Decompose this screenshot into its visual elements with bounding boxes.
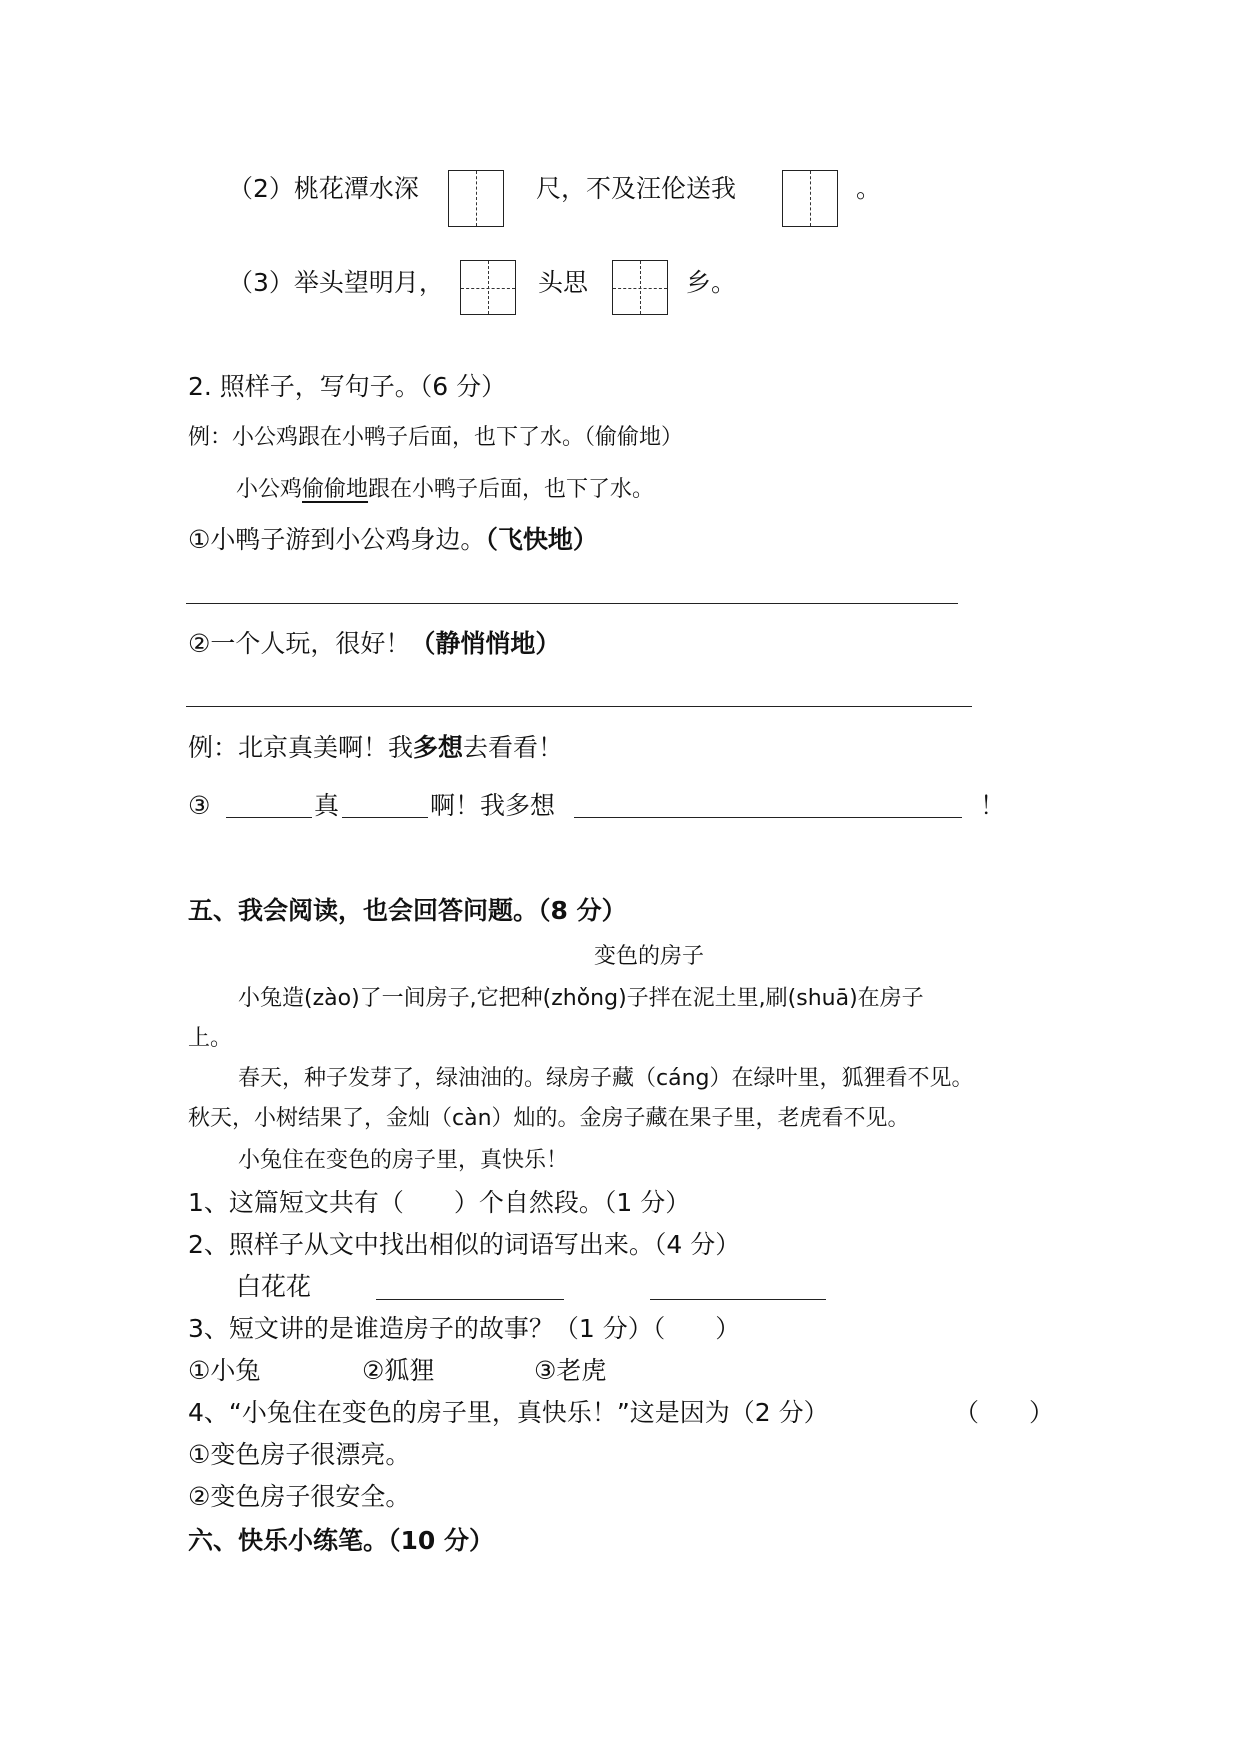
q2-item3-label: ③ (188, 791, 211, 820)
s5-q2-example: 白花花 (236, 1272, 312, 1301)
s5-q2-blank-1[interactable] (376, 1299, 564, 1300)
poem-line3-mid: 头思 (538, 268, 589, 297)
blank-1[interactable] (226, 795, 312, 818)
example2-bold: 多想 (413, 733, 464, 762)
q2-example2 (188, 735, 563, 760)
q2-item1 (188, 527, 598, 552)
example1-answer-underlined: 偷偷地 (302, 477, 369, 502)
section6-title: 六、快乐小练笔。（10 分） (188, 1526, 494, 1555)
s5-q4-option-1: ①变色房子很漂亮。 (188, 1440, 411, 1469)
poem-line3-prefix: （3）举头望明月， (228, 268, 444, 297)
example2-pre: 例：北京真美啊！我 (188, 733, 414, 762)
q2-example1-answer (236, 479, 654, 501)
story-p1-line2: 上。 (188, 1026, 233, 1051)
story-p1-line1: 小兔造(zào)了一间房子,它把种(zhǒng)子拌在泥土里,刷(shuā)在房子 (238, 986, 924, 1011)
q2-item3-end: ！ (980, 791, 1006, 820)
q2-item2 (188, 631, 560, 656)
example2-post: 去看看！ (463, 733, 564, 762)
example1-answer-pre: 小公鸡 (236, 477, 303, 502)
section5-title: 五、我会阅读，也会回答问题。（8 分） (188, 896, 627, 925)
s5-q3-option-3: ③老虎 (534, 1356, 607, 1385)
q2-item3-zhen: 真 (314, 791, 340, 820)
poem-line2-end: 。 (856, 174, 882, 203)
blank-2[interactable] (342, 795, 428, 818)
answer-line-1[interactable] (186, 603, 958, 604)
s5-q3-option-1: ①小兔 (188, 1356, 261, 1385)
poem-line2-mid: 尺，不及汪伦送我 (536, 174, 737, 203)
item1-text: ①小鸭子游到小公鸡身边。 (188, 525, 486, 554)
s5-q3: 3、短文讲的是谁造房子的故事？（1 分）（ ） (188, 1314, 741, 1343)
blank-3[interactable] (574, 795, 962, 818)
example1-answer-post: 跟在小鸭子后面，也下了水。 (368, 477, 655, 502)
answer-box-3[interactable] (460, 260, 516, 315)
story-p2-line1: 春天，种子发芽了，绿油油的。绿房子藏（cáng）在绿叶里，狐狸看不见。 (238, 1066, 974, 1091)
story-p2-line2: 秋天，小树结果了，金灿（càn）灿的。金房子藏在果子里，老虎看不见。 (188, 1106, 910, 1131)
s5-q3-option-2: ②狐狸 (362, 1356, 435, 1385)
story-p3: 小兔住在变色的房子里，真快乐！ (238, 1148, 569, 1173)
s5-q1: 1、这篇短文共有（ ）个自然段。（1 分） (188, 1188, 691, 1217)
answer-box-4[interactable] (612, 260, 668, 315)
item1-hint: （飞快地） (485, 525, 598, 554)
item2-text: ②一个人玩，很好！ (188, 629, 411, 658)
answer-box-2[interactable] (782, 170, 838, 227)
answer-box-1[interactable] (448, 170, 504, 227)
q2-title: 2. 照样子，写句子。（6 分） (188, 372, 507, 401)
s5-q4: 4、“小兔住在变色的房子里，真快乐！”这是因为（2 分） (188, 1398, 829, 1427)
poem-line2-prefix: （2）桃花潭水深 (228, 174, 419, 203)
story-title: 变色的房子 (594, 944, 705, 969)
s5-q4-paren: （ ） (954, 1398, 1055, 1427)
s5-q2-blank-2[interactable] (650, 1299, 826, 1300)
item2-hint: （静悄悄地） (410, 629, 561, 658)
poem-line3-end: 乡。 (686, 268, 737, 297)
q2-item3-mid: 啊！我多想 (430, 791, 556, 820)
s5-q4-option-2: ②变色房子很安全。 (188, 1482, 411, 1511)
answer-line-2[interactable] (186, 706, 972, 707)
s5-q2: 2、照样子从文中找出相似的词语写出来。（4 分） (188, 1230, 741, 1259)
q2-example1: 例：小公鸡跟在小鸭子后面，也下了水。（偷偷地） (188, 425, 684, 450)
